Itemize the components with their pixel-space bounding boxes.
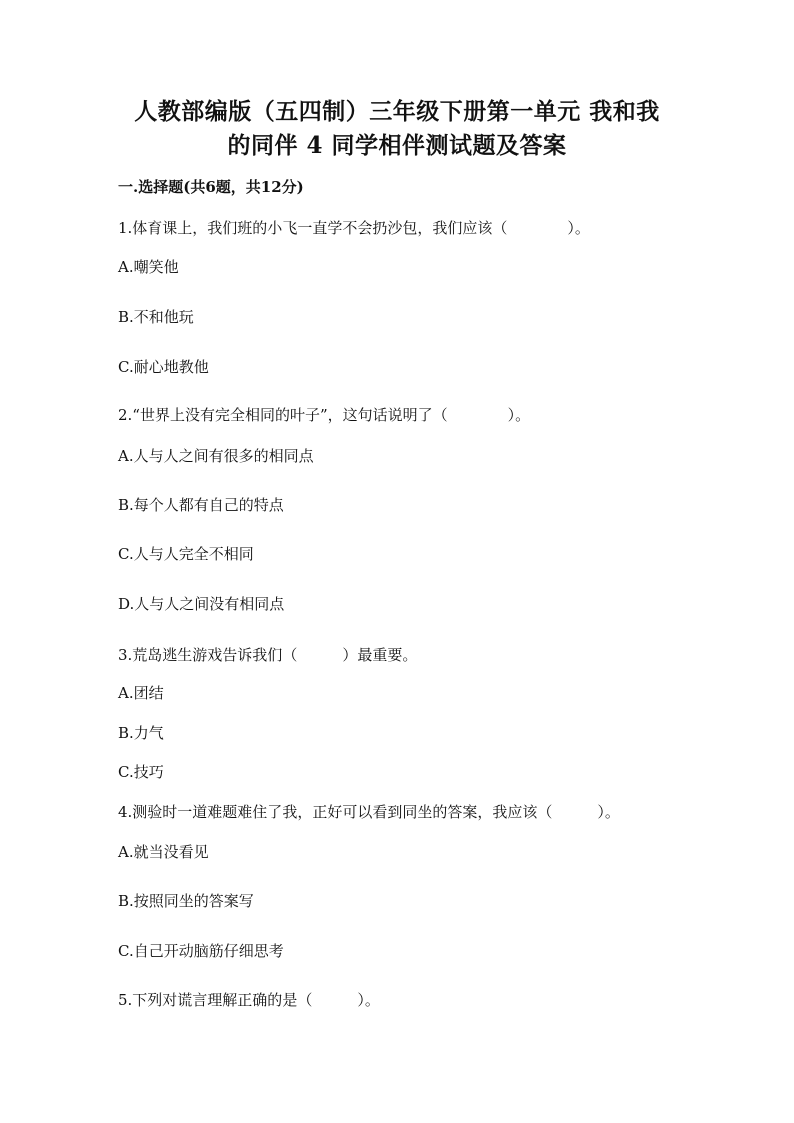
section-heading: 一.选择题(共6题，共12分) <box>118 178 304 196</box>
question-4-option-a: A.就当没看见 <box>118 843 209 861</box>
question-1-stem: 1.体育课上，我们班的小飞一直学不会扔沙包，我们应该（ ）。 <box>118 219 590 237</box>
question-4-option-b: B.按照同坐的答案写 <box>118 892 254 910</box>
question-1-option-a: A.嘲笑他 <box>118 258 179 276</box>
question-3-option-c: C.技巧 <box>118 763 164 781</box>
question-4-option-c: C.自己开动脑筋仔细思考 <box>118 942 284 960</box>
question-3-option-b: B.力气 <box>118 724 164 742</box>
question-1-option-b: B.不和他玩 <box>118 308 194 326</box>
question-3-stem: 3.荒岛逃生游戏告诉我们（ ）最重要。 <box>118 646 418 664</box>
page-title-line-1: 人教部编版（五四制）三年级下册第一单元 我和我 <box>134 98 660 125</box>
question-2-option-a: A.人与人之间有很多的相同点 <box>118 447 314 465</box>
question-3-option-a: A.团结 <box>118 684 164 702</box>
question-4-stem: 4.测验时一道难题难住了我，正好可以看到同坐的答案，我应该（ ）。 <box>118 803 620 821</box>
question-2-stem: 2.“世界上没有完全相同的叶子”，这句话说明了（ ）。 <box>118 406 531 424</box>
question-2-option-b: B.每个人都有自己的特点 <box>118 496 284 514</box>
question-5-stem: 5.下列对谎言理解正确的是（ ）。 <box>118 991 380 1009</box>
question-1-option-c: C.耐心地教他 <box>118 358 209 376</box>
page-title-line-2: 的同伴 4 同学相伴测试题及答案 <box>227 132 567 159</box>
question-2-option-c: C.人与人完全不相同 <box>118 545 254 563</box>
question-2-option-d: D.人与人之间没有相同点 <box>118 595 285 613</box>
